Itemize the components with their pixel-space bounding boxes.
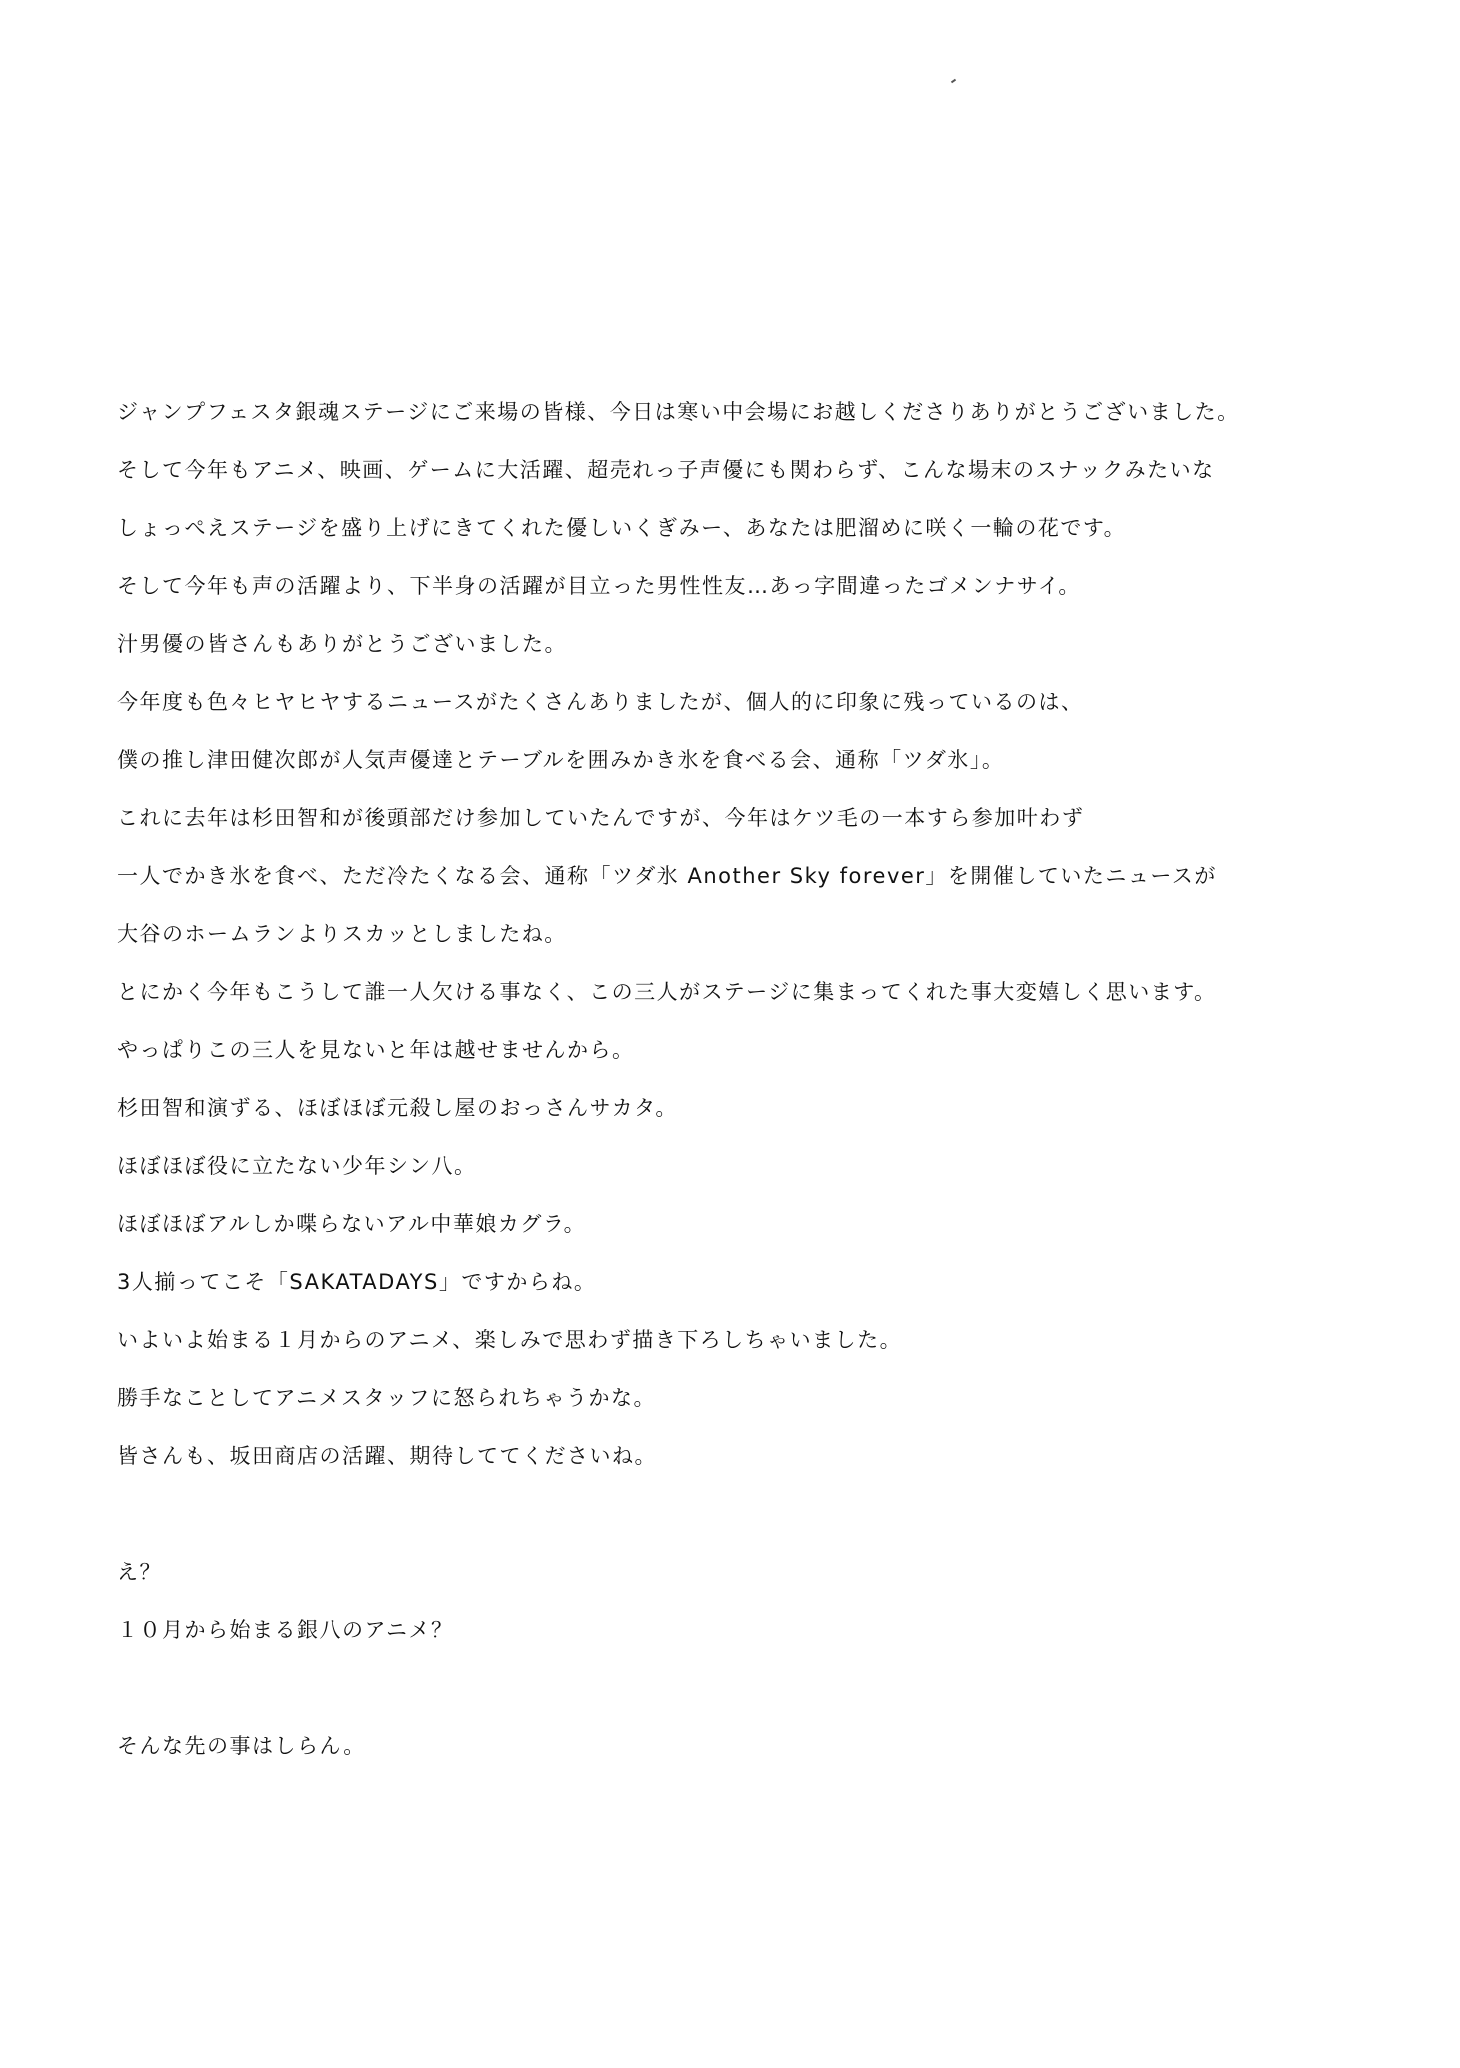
letter-line: やっぱりこの三人を見ないと年は越せませんから。 <box>117 1038 635 1062</box>
letter-line: え？ <box>117 1560 162 1584</box>
stray-pen-mark <box>951 79 956 84</box>
paragraph-gap <box>117 1668 1357 1726</box>
letter-line: 今年度も色々ヒヤヒヤするニュースがたくさんありましたが、個人的に印象に残っているのは、 <box>117 690 1084 714</box>
letter-line: 杉田智和演ずる、ほぼほぼ元殺し屋のおっさんサカタ。 <box>117 1096 678 1120</box>
letter-line: これに去年は杉田智和が後頭部だけ参加していたんですが、今年はケツ毛の一本すら参加叶わず <box>117 806 1085 830</box>
letter-line: そして今年もアニメ、映画、ゲームに大活躍、超売れっ子声優にも関わらず、こんな場末のスナックみたいな <box>117 458 1215 482</box>
letter-line: とにかく今年もこうして誰一人欠ける事なく、この三人がステージに集まってくれた事大変嬉しく思います。 <box>117 980 1217 1004</box>
letter-line: ジャンプフェスタ銀魂ステージにご来場の皆様、今日は寒い中会場にお越しくださりありがとうございました。 <box>117 400 1240 424</box>
letter-line: そして今年も声の活躍より、下半身の活躍が目立った男性性友…あっ字間違ったゴメンナサイ。 <box>117 574 1081 598</box>
letter-line: 3人揃ってこそ「SAKATADAYS」ですからね。 <box>117 1270 597 1294</box>
letter-line: 汁男優の皆さんもありがとうございました。 <box>117 632 567 656</box>
letter-line: しょっぺえステージを盛り上げにきてくれた優しいくぎみー、あなたは肥溜めに咲く一輪の花です。 <box>117 516 1127 540</box>
letter-line: 僕の推し津田健次郎が人気声優達とテーブルを囲みかき氷を食べる会、通称「ツダ氷」。 <box>117 748 1005 772</box>
letter-line: １０月から始まる銀八のアニメ？ <box>117 1618 454 1642</box>
letter-line: 大谷のホームランよりスカッとしましたね。 <box>117 922 567 946</box>
letter-line: ほぼほぼ役に立たない少年シン八。 <box>117 1154 477 1178</box>
letter-line: ほぼほぼアルしか喋らないアル中華娘カグラ。 <box>117 1212 587 1236</box>
closing-line: そんな先の事はしらん。 <box>117 1734 366 1758</box>
letter-line: 一人でかき氷を食べ、ただ冷たくなる会、通称「ツダ氷 Another Sky forever」を開催していたニュースが <box>117 864 1217 888</box>
paragraph-gap <box>117 1494 1357 1552</box>
letter-body <box>117 392 1357 1784</box>
letter-line: 勝手なことしてアニメスタッフに怒られちゃうかな。 <box>117 1386 656 1410</box>
letter-line: 皆さんも、坂田商店の活躍、期待しててくださいね。 <box>117 1444 657 1468</box>
letter-line: いよいよ始まる１月からのアニメ、楽しみで思わず描き下ろしちゃいました。 <box>117 1328 903 1352</box>
